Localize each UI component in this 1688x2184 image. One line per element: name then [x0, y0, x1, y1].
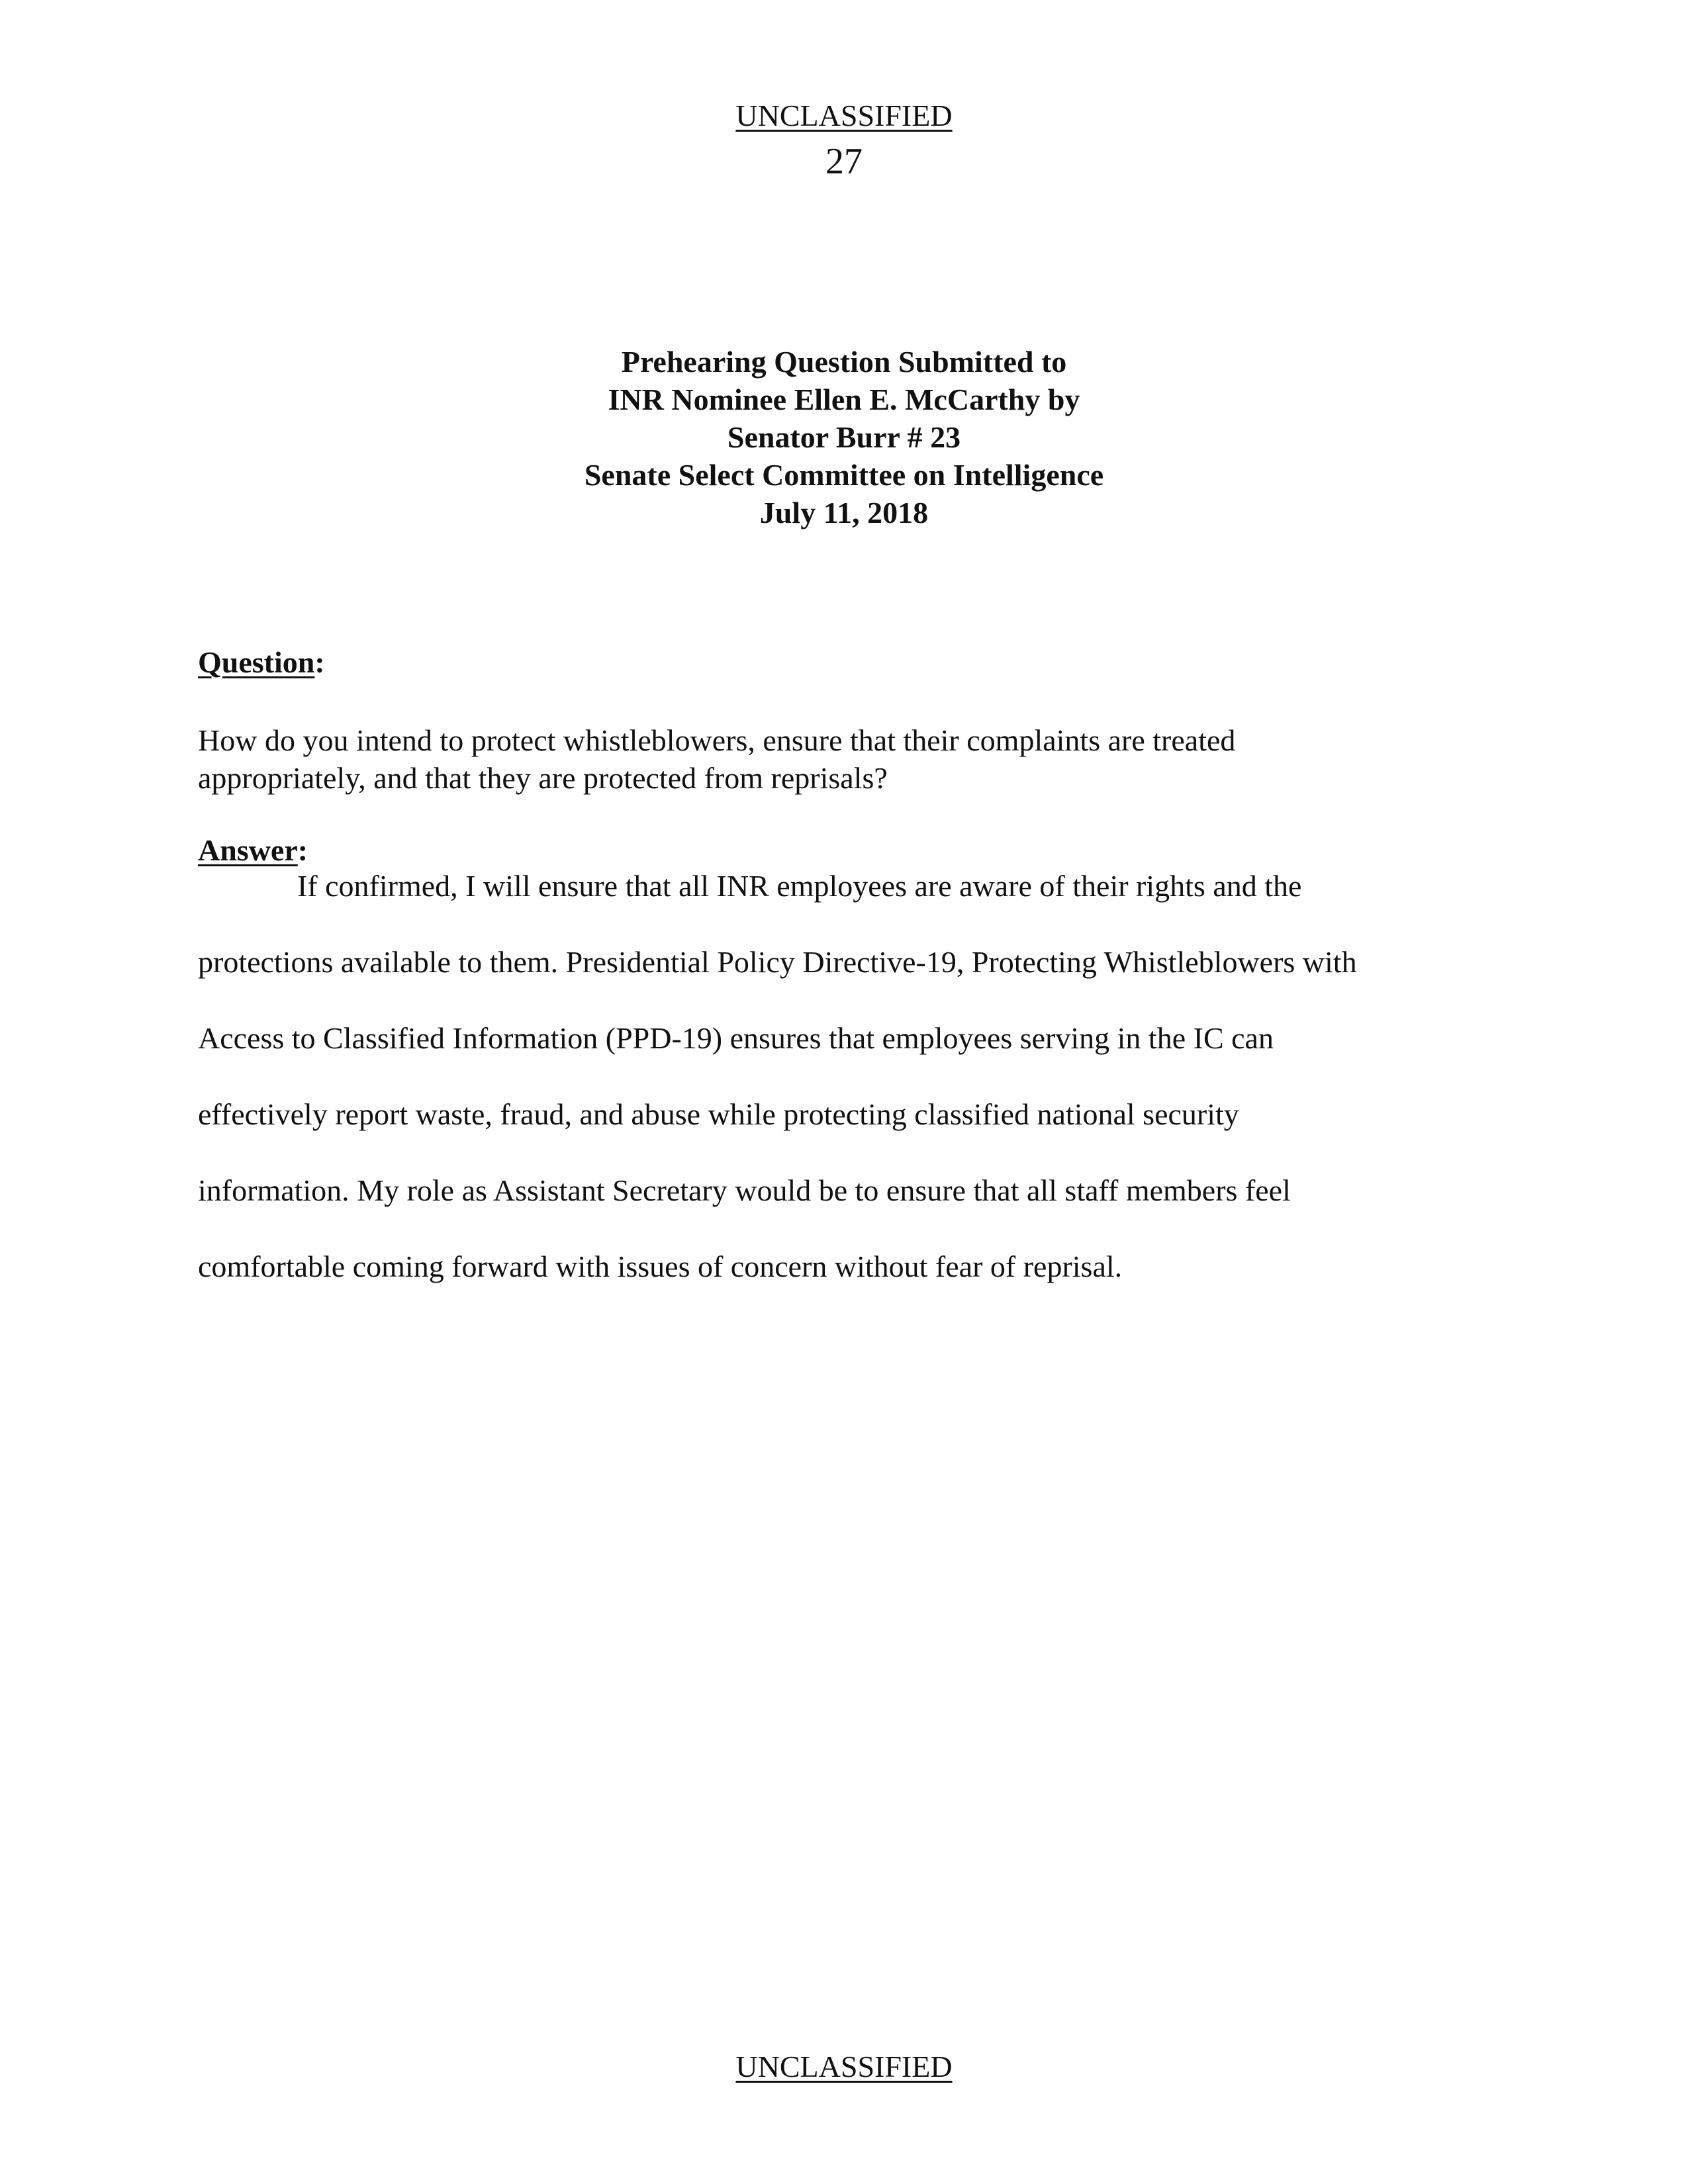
header-classification-marking: UNCLASSIFIED: [735, 99, 953, 132]
answer-line: comfortable coming forward with issues of concern without fear of reprisal.: [198, 1250, 1123, 1283]
answer-heading-label: Answer: [198, 833, 298, 867]
question-heading-label: Question: [198, 645, 315, 679]
answer-line: information. My role as Assistant Secretary would be to ensure that all staff members feel: [198, 1173, 1291, 1207]
answer-line: If confirmed, I will ensure that all INR employees are aware of their rights and the: [297, 869, 1302, 903]
answer-body: [198, 871, 1495, 1328]
question-line: appropriately, and that they are protected from reprisals?: [198, 761, 888, 795]
answer-heading-colon: :: [297, 833, 308, 867]
title-line: Senator Burr # 23: [727, 420, 961, 454]
answer-line: protections available to them. Presidential Policy Directive-19, Protecting Whistleblowers with: [198, 945, 1357, 979]
question-body: [198, 721, 1495, 797]
question-heading: [198, 647, 325, 678]
page-number: 27: [825, 141, 863, 182]
answer-line: effectively report waste, fraud, and abuse while protecting classified national security: [198, 1097, 1239, 1131]
title-line: Prehearing Question Submitted to: [621, 345, 1067, 379]
question-line: How do you intend to protect whistleblowers, ensure that their complaints are treated: [198, 723, 1236, 757]
footer-classification-marking: UNCLASSIFIED: [735, 2050, 953, 2083]
title-line: Senate Select Committee on Intelligence: [584, 458, 1104, 492]
title-line: July 11, 2018: [759, 496, 929, 529]
document-title: [0, 343, 1688, 531]
answer-line: Access to Classified Information (PPD-19) ensures that employees serving in the IC can: [198, 1021, 1274, 1055]
title-line: INR Nominee Ellen E. McCarthy by: [608, 383, 1080, 416]
answer-heading: [198, 835, 308, 866]
question-heading-colon: :: [314, 645, 325, 679]
